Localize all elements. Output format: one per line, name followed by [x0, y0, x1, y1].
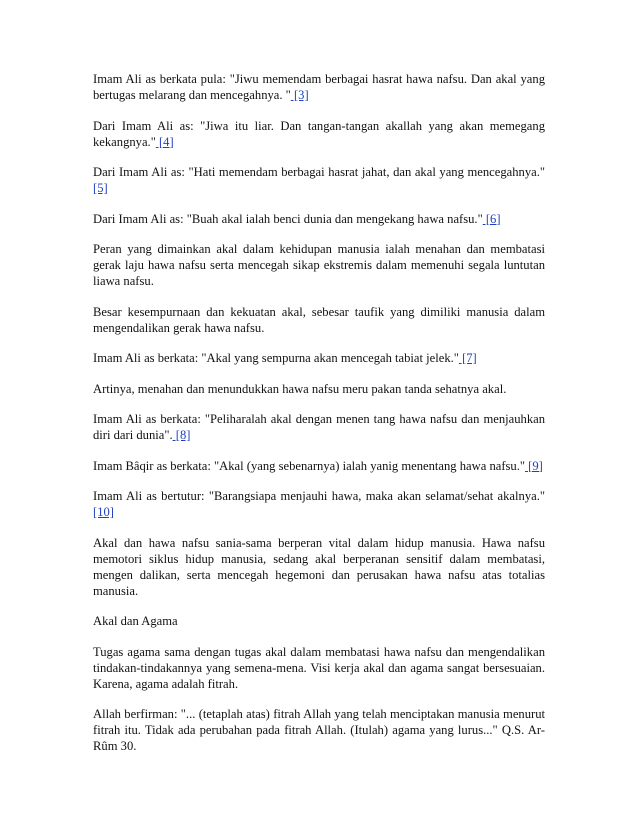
footnote-link[interactable]: [3]: [290, 88, 309, 102]
paragraph: [93, 488, 545, 520]
paragraph-text: Dari Imam Ali as: "Jiwa itu liar. Dan tangan-tangan akallah yang akan memegang kekangnya.": [93, 118, 545, 149]
paragraph: [93, 118, 545, 150]
footnote-link[interactable]: [7]: [458, 351, 477, 365]
paragraph-text: Imam Ali as berkata: "Akal yang sempurna akan mencegah tabiat jelek.": [93, 351, 459, 365]
paragraph: [93, 381, 545, 397]
footnote-link[interactable]: [10]: [93, 505, 114, 519]
paragraph: [93, 644, 545, 692]
footnote-link[interactable]: [8]: [172, 428, 191, 442]
paragraph-text: Peran yang dimainkan akal dalam kehidupan manusia ialah menahan dan membatasi gerak laju hawa nafsu serta mencegah sikap ekstremis dalam memenuhi segala luntutan liawa nafsu.: [93, 242, 545, 288]
footnote-link[interactable]: [9]: [525, 458, 543, 473]
paragraph: [93, 164, 545, 196]
paragraph: [93, 211, 545, 227]
paragraph-text: Akal dan hawa nafsu sania-sama berperan vital dalam hidup manusia. Hawa nafsu memotori siklus hidup manusia, sedang akal berperanan sensitif dalam membatasi, mengen dalikan, serta mencegah hegemoni dan perusakan hawa nafsu atas totalias manusia.: [93, 535, 545, 598]
footnote-link[interactable]: [4]: [155, 134, 174, 149]
paragraph: [93, 458, 545, 474]
paragraph: [93, 411, 545, 443]
footnote-link[interactable]: [6]: [482, 211, 501, 226]
paragraph-text: Tugas agama sama dengan tugas akal dalam membatasi hawa nafsu dan mengendalikan tindakan-tindakannya yang semena-mena. Visi kerja akal dan agama sangat bersesuaian. Karena, agama adalah fitrah.: [93, 644, 545, 691]
paragraph-text: Imam Ali as berkata: "Peliharalah akal dengan menen tang hawa nafsu dan menjauhkan diri dari dunia".: [93, 412, 545, 442]
paragraph: [93, 304, 545, 336]
paragraph: [93, 71, 545, 103]
paragraph-text: Imam Ali as berkata pula: "Jiwu memendam berbagai hasrat hawa nafsu. Dan akal yang bertugas melarang dan mencegahnya. ": [93, 72, 545, 102]
paragraph-text: Dari Imam Ali as: "Hati memendam berbagai hasrat jahat, dan akal yang mencegahnya.": [93, 165, 545, 179]
paragraph: [93, 535, 545, 599]
paragraph-text: Imam Bâqir as berkata: "Akal (yang sebenarnya) ialah yanig menentang hawa nafsu.": [93, 458, 526, 473]
section-heading: [93, 613, 545, 629]
paragraph-text: Artinya, menahan dan menundukkan hawa nafsu meru pakan tanda sehatnya akal.: [93, 381, 507, 396]
paragraph-text: Imam Ali as bertutur: "Barangsiapa menjauhi hawa, maka akan selamat/sehat akalnya.": [93, 489, 545, 503]
section-heading-text: Akal dan Agama: [93, 614, 178, 628]
paragraph-text: Allah berfirman: "... (tetaplah atas) fitrah Allah yang telah menciptakan manusia menurut fitrah itu. Tidak ada perubahan pada fitrah Allah. (Itulah) agama yang lurus..." Q.S. Ar-Rûm 30.: [93, 707, 545, 753]
paragraph-text: Besar kesempurnaan dan kekuatan akal, sebesar taufik yang dimiliki manusia dalam mengendalikan gerak hawa nafsu.: [93, 304, 545, 335]
document-body: [93, 71, 545, 769]
paragraph: [93, 241, 545, 289]
paragraph: [93, 350, 545, 366]
paragraph-text: Dari Imam Ali as: "Buah akal ialah benci dunia dan mengekang hawa nafsu.": [93, 211, 483, 226]
footnote-link[interactable]: [5]: [93, 181, 108, 195]
paragraph: [93, 706, 545, 754]
